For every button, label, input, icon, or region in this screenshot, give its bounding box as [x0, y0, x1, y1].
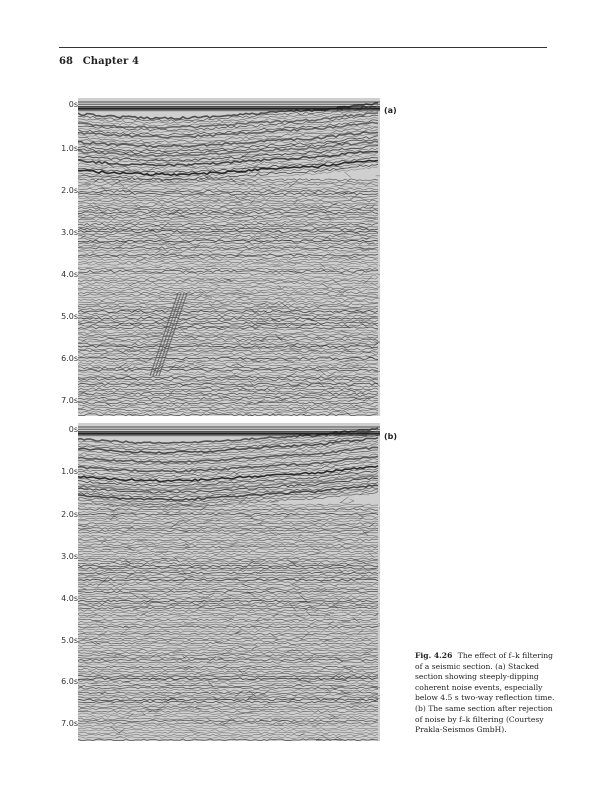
time-label: 2.0s — [61, 186, 78, 195]
seismic-panel-a — [60, 98, 380, 416]
time-label: 5.0s — [61, 636, 78, 645]
seismic-panel-b — [60, 423, 380, 741]
page-number: 68 — [59, 56, 74, 67]
time-label: 2.0s — [61, 510, 78, 519]
time-label: 6.0s — [61, 354, 78, 363]
figure-label: Fig. 4.26 — [415, 651, 453, 660]
panel-label-a: (a) — [384, 106, 397, 115]
panel-label-b: (b) — [384, 432, 398, 441]
time-label: 4.0s — [61, 270, 78, 279]
time-label: 0s — [68, 100, 78, 109]
caption-text: The effect of f–k filtering of a seismic section. (a) Stacked section showing steeply-dipping coherent noise events, especially below 4.5 s two-way reflection time. (b) The same section after rejection of noise by f–k filtering (Courtesy Prakla-Seismos GmbH). — [415, 651, 555, 735]
chapter-title: Chapter 4 — [82, 56, 140, 67]
seismic-section-a — [78, 98, 380, 416]
time-label: 3.0s — [61, 228, 78, 237]
running-header — [59, 56, 139, 67]
time-label: 0s — [68, 425, 78, 434]
time-label: 1.0s — [61, 144, 78, 153]
time-label: 4.0s — [61, 594, 78, 603]
seismic-section-b — [78, 423, 380, 741]
header-rule — [59, 47, 547, 48]
time-label: 7.0s — [61, 719, 78, 728]
time-label: 7.0s — [61, 396, 78, 405]
time-label: 5.0s — [61, 312, 78, 321]
time-label: 3.0s — [61, 552, 78, 561]
time-label: 1.0s — [61, 467, 78, 476]
time-label: 6.0s — [61, 677, 78, 686]
figure-caption — [415, 651, 555, 736]
